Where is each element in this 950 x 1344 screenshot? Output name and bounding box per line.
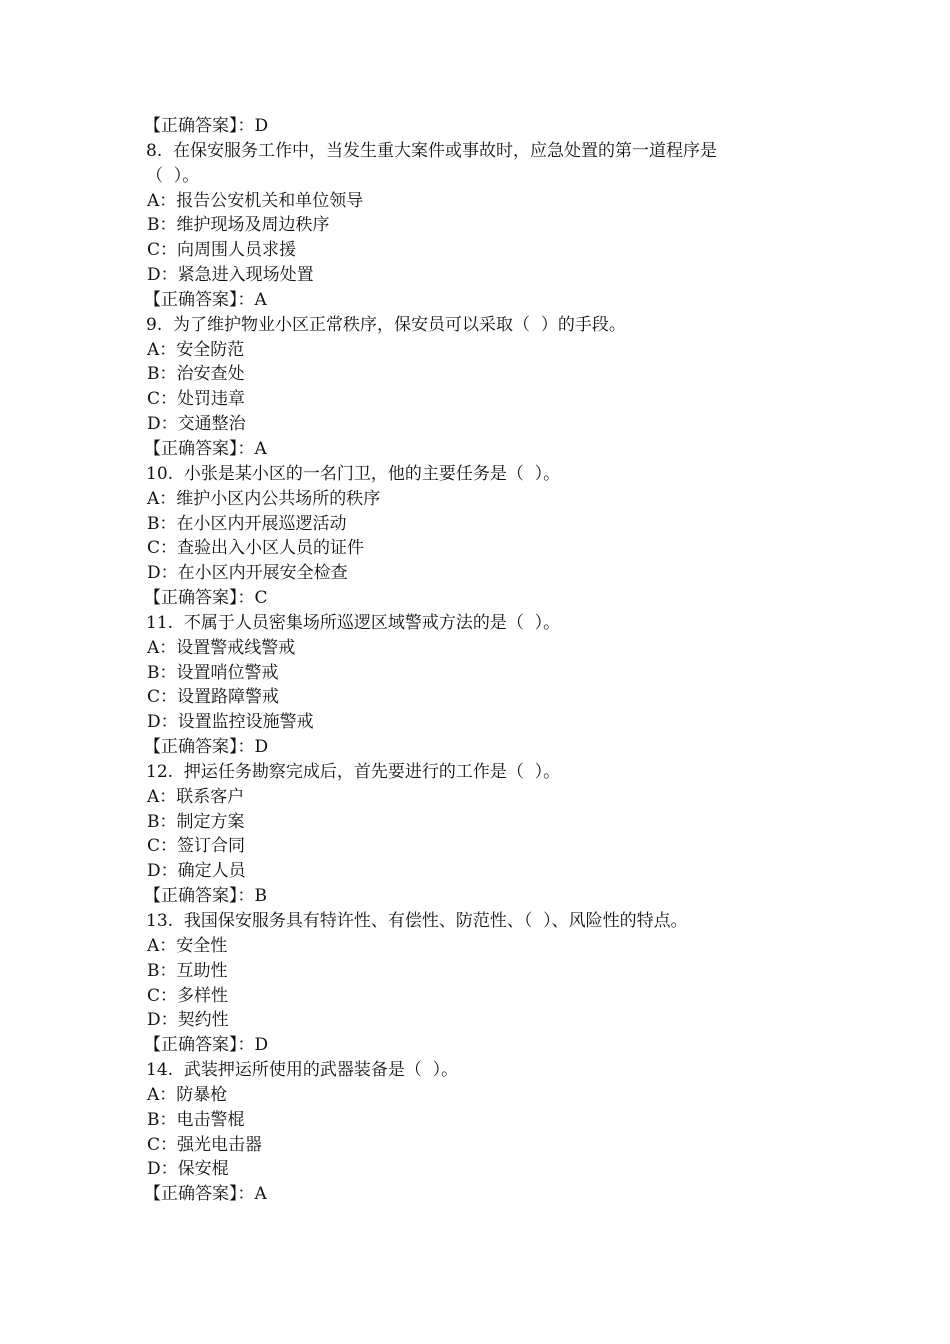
answer-line: 【正确答案】：D [144,116,269,136]
option-item: C：强光电击器 [147,1134,263,1155]
question-stem: 10. 小张是某小区的一名门卫，他的主要任务是（ ）。 [146,463,561,484]
option-item: A：安全性 [147,935,228,956]
option-item: D：紧急进入现场处置 [147,265,314,286]
question-stem: 13. 我国保安服务具有特许性、有偿性、防范性、（ ）、风险性的特点。 [146,911,688,931]
option-item: B：维护现场及周边秩序 [147,215,330,236]
questions-container [144,139,834,1207]
question-list [144,114,834,1207]
option-item: B：设置哨位警戒 [147,662,279,683]
question-stem-continuation: （ ）。 [146,165,200,186]
option-item: A：联系客户 [147,786,245,807]
option-item: D：在小区内开展安全检查 [147,563,348,584]
option-item: A：防暴枪 [147,1084,228,1105]
option-item: A：安全防范 [147,339,245,360]
option-item: C：签订合同 [147,836,246,857]
option-item: C：多样性 [147,985,229,1006]
option-item: B：电击警棍 [147,1109,245,1130]
option-item: D：交通整治 [147,414,246,435]
option-item: B：在小区内开展巡逻活动 [147,513,347,534]
option-item: C：处罚违章 [147,389,246,410]
question-block [144,313,834,462]
answer-line: 【正确答案】：A [144,289,267,310]
answer-line: 【正确答案】：C [144,588,268,609]
option-item: A：报告公安机关和单位领导 [147,190,364,211]
option-item: C：查验出入小区人员的证件 [147,538,365,559]
question-block [144,462,834,611]
option-item: B：治安查处 [147,364,245,385]
option-item: B：互助性 [147,960,228,981]
question-stem: 11. 不属于人员密集场所巡逻区域警戒方法的是（ ）。 [146,612,561,633]
question-block [144,1058,834,1207]
option-item: D：设置监控设施警戒 [147,712,314,733]
option-item: D：保安棍 [147,1159,229,1180]
answer-line: 【正确答案】：A [144,438,267,459]
question-block [144,909,834,1058]
option-item: B：制定方案 [147,811,245,832]
answer-line: 【正确答案】：A [144,1184,267,1205]
question-stem: 9. 为了维护物业小区正常秩序，保安员可以采取（ ）的手段。 [146,314,626,335]
question-block [144,760,834,909]
answer-line: 【正确答案】：D [144,737,269,758]
option-item: D：契约性 [147,1010,229,1031]
option-item: A：维护小区内公共场所的秩序 [147,488,381,509]
option-item: D：确定人员 [147,861,246,882]
question-stem: 8. 在保安服务工作中，当发生重大案件或事故时，应急处置的第一道程序是 [146,140,718,161]
question-stem: 14. 武装押运所使用的武器装备是（ ）。 [146,1060,459,1081]
option-item: C：向周围人员求援 [147,240,297,261]
question-block [144,139,834,313]
question-block [144,611,834,760]
answer-line: 【正确答案】：B [144,886,267,907]
option-item: A：设置警戒线警戒 [147,637,296,658]
option-item: C：设置路障警戒 [147,687,280,708]
question-stem: 12. 押运任务勘察完成后，首先要进行的工作是（ ）。 [146,761,561,782]
answer-line: 【正确答案】：D [144,1035,269,1056]
